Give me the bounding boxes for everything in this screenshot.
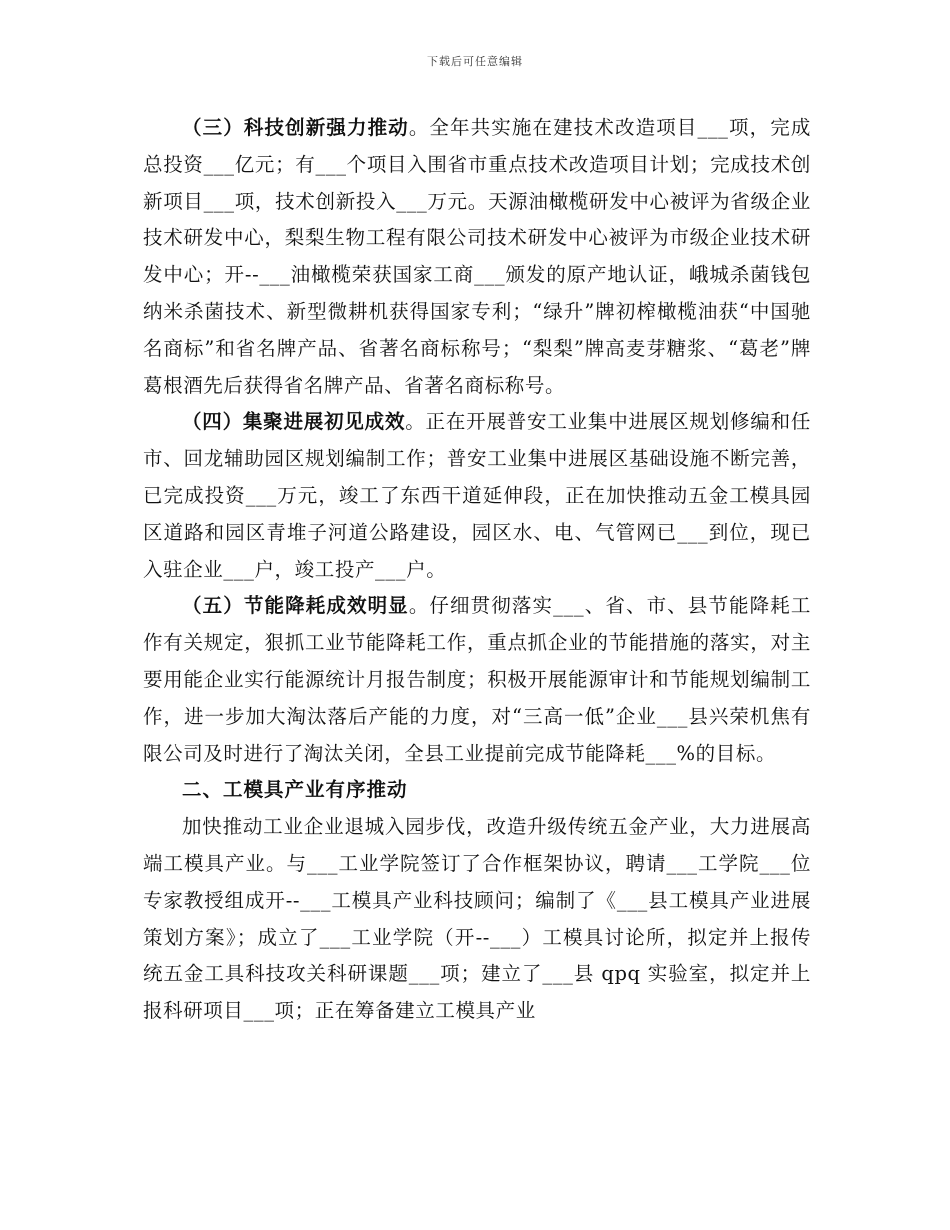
paragraph-text: 。仔细贯彻落实___、省、市、县节能降耗工作有关规定，狠抓工业节能降耗工作，重点抓企业的节能措施的落实，对主要用能企业实行能源统计月报告制度；积极开展能源审计和节能规划编制工作，进一步加大淘汰落后产能的力度，对“三高一低”企业___县兴荣机焦有限公司及时进行了淘汰关闭，全县工业提前完成节能降耗___%的目标。 [143,594,811,765]
paragraph-tech-innovation [143,110,811,404]
section-lead-energy-saving: （五）节能降耗成效明显 [182,594,409,618]
paragraph-text: 。正在开展普安工业集中进展区规划修编和任市、回龙辅助园区规划编制工作；普安工业集中进展区基础设施不断完善，已完成投资___万元，竣工了东西干道延伸段，正在加快推动五金工模具园区道路和园区青堆子河道公路建设，园区水、电、气管网已___到位，现已入驻企业___户，竣工投产___户。 [143,410,811,581]
page-header: 下载后可任意编辑 [427,55,523,68]
paragraph-tooling-industry: 加快推动工业企业退城入园步伐，改造升级传统五金产业，大力进展高端工模具产业。与___工业学院签订了合作框架协议，聘请___工学院___位专家教授组成开--___工模具产业科技顾问；编制了《___县工模具产业进展策划方案》；成立了___工业学院（开--___）工模具讨论所，拟定并上报传统五金工具科技攻关科研课题___项；建立了___县 qpq 实验室，拟定并上报科研项目___项；正在筹备建立工模具产业 [143,815,811,1023]
section-heading-tooling-industry: 二、工模具产业有序推动 [182,778,408,802]
section-lead-cluster-progress: （四）集聚进展初见成效 [182,410,406,434]
document-body [143,110,811,1030]
paragraph-text: 。全年共实施在建技术改造项目___项，完成总投资___亿元；有___个项目入围省市重点技术改造项目计划；完成技术创新项目___项，技术创新投入___万元。天源油橄榄研发中心被评为省级企业技术研发中心，梨梨生物工程有限公司技术研发中心被评为市级企业技术研发中心；开--___油橄榄荣获国家工商___颁发的原产地认证，峨城杀菌钱包纳米杀菌技术、新型微耕机获得国家专利；“绿升”牌初榨橄榄油获“中国驰名商标”和省名牌产品、省著名商标称号；“梨梨”牌高麦芽糖浆、“葛老”牌葛根酒先后获得省名牌产品、省著名商标称号。 [143,116,811,397]
paragraph-cluster-progress [143,404,811,588]
paragraph-energy-saving [143,588,811,772]
section-lead-tech-innovation: （三）科技创新强力推动 [182,116,409,139]
